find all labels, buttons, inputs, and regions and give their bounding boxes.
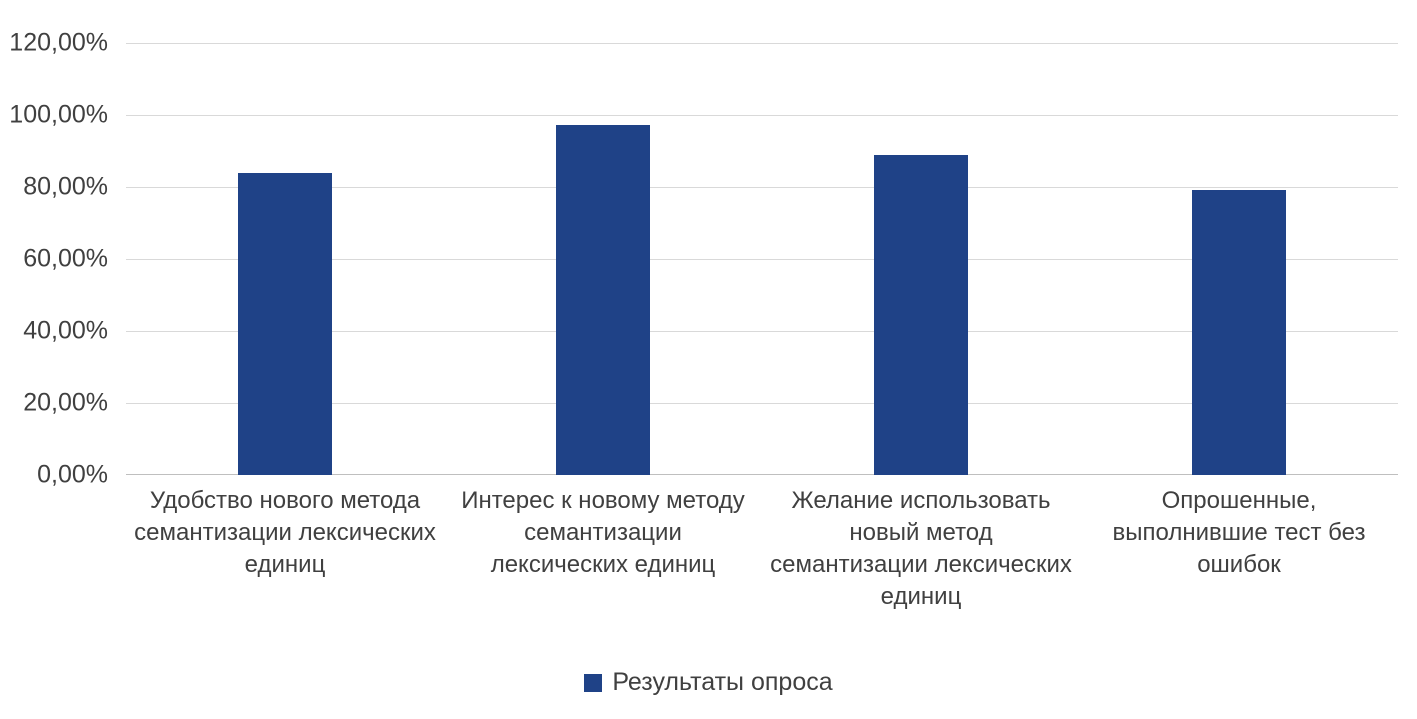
bar-0[interactable] (238, 173, 332, 475)
y-axis-tick-label: 100,00% (9, 100, 108, 129)
bar-2[interactable] (874, 155, 968, 475)
y-axis-tick-label: 40,00% (23, 316, 108, 345)
y-axis-tick-label: 80,00% (23, 172, 108, 201)
y-axis-tick-label: 0,00% (37, 460, 108, 489)
legend-swatch-icon (584, 674, 602, 692)
x-axis-tick-label: Желание использовать новый метод семантизации лексических единиц (770, 487, 1072, 610)
x-axis-tick-label: Интерес к новому методу семантизации лексических единиц (461, 487, 745, 578)
legend-item-label[interactable]: Результаты опроса (612, 668, 833, 696)
y-axis-tick-label: 120,00% (9, 28, 108, 57)
y-axis-tick-label: 60,00% (23, 244, 108, 273)
legend (0, 668, 1417, 697)
bar-slot (762, 43, 1080, 475)
bar-slot (126, 43, 444, 475)
bar-series (126, 43, 1398, 475)
bar-1[interactable] (556, 125, 650, 475)
bar-slot (1080, 43, 1398, 475)
bar-slot (444, 43, 762, 475)
y-axis-tick-label: 20,00% (23, 388, 108, 417)
x-axis-tick-label: Удобство нового метода семантизации лексических единиц (134, 487, 436, 578)
x-axis-labels (126, 485, 1398, 645)
bar-3[interactable] (1192, 190, 1286, 475)
x-axis-tick-label: Опрошенные, выполнившие тест без ошибок (1112, 487, 1366, 578)
y-axis-labels (0, 28, 118, 489)
